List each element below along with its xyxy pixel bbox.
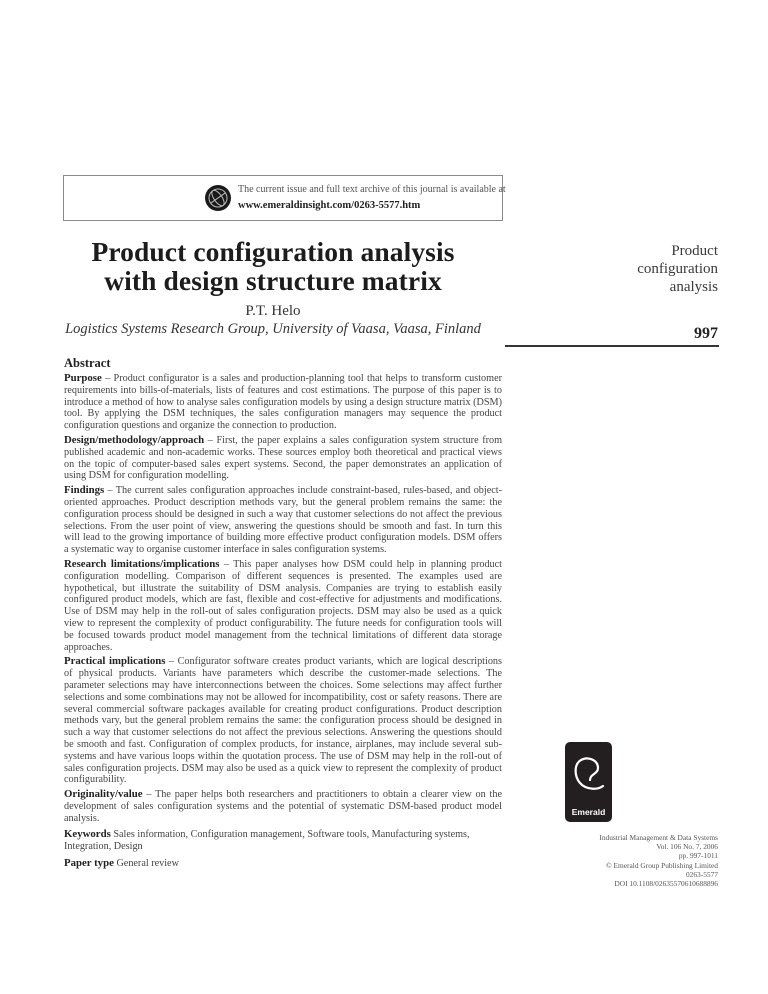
section-text: – The paper helps both researchers and practitioners to obtain a clearer view on the development of sales configuration systems and the potential of systematic DSM-based product model analysis. xyxy=(64,789,502,824)
notice-text: The current issue and full text archive of this journal is available at xyxy=(238,184,506,195)
keywords-text: Sales information, Configuration management, Software tools, Manufacturing systems, Integration, Design xyxy=(64,829,470,853)
keywords xyxy=(64,829,502,853)
abstract-originality xyxy=(64,789,502,824)
section-label: Purpose xyxy=(64,372,102,384)
journal-notice-box xyxy=(63,175,506,221)
section-label: Practical implications xyxy=(64,655,166,668)
section-text: – The current sales configuration approaches include constraint-based, rules-based, and object-oriented approaches. Product description methods vary, but the general problem remains the same: the configuration process should be designed in such a way that customer selections do not affect the previous selections. From the user point of view, answering the questions should be smooth and fast. In turn this will lead to the growing importance of building more effective product configuration models. DSM offers a systematic way to organise customer interface in sales configuration systems. xyxy=(64,485,502,556)
running-head xyxy=(520,242,718,296)
section-label: Design/methodology/approach xyxy=(64,433,205,446)
paper-title xyxy=(58,237,488,295)
title-line-2: with design structure matrix xyxy=(104,265,442,296)
page-number: 997 xyxy=(694,325,718,342)
paper-type-text: General review xyxy=(113,858,179,870)
paper-type-label: Paper type xyxy=(64,857,114,870)
section-text: – First, the paper explains a sales configuration system structure from published academic and non-academic works. These sources employ both theoretical and practical views on the topic of computer-based sales expert systems. Second, the paper demonstrates an application of using DSM for configuration modelling. xyxy=(64,434,502,482)
doi: DOI 10.1108/02635570610688896 xyxy=(614,879,718,889)
author-name: P.T. Helo xyxy=(245,303,301,319)
abstract-design-methodology xyxy=(64,435,502,482)
emerald-spiral-icon xyxy=(570,750,607,802)
paper-type xyxy=(64,858,502,870)
section-text: – Product configurator is a sales and production-planning tool that helps to transform customer requirements into bills-of-materials, lists of features and cost estimations. The purpose of this paper is to introduce a method of how to analyse sales configuration models by using a design structure matrix (DSM) tool. By applying the DSM techniques, the sales configuration managers may sequence the product configuration questions and organize the connection to production. xyxy=(64,373,502,432)
section-label: Findings xyxy=(64,484,105,497)
abstract-research-limitations xyxy=(64,559,502,653)
section-text: – This paper analyses how DSM could help in planning product configuration modelling. Comparison of different sequences is presented. The examples used are hypothetical, but illustrate the suitability of DSM analysis. Companies are trying to establish easily configured product models, which are fast, flexible and cost-effective for adjustments and modifications. Use of DSM may help in the roll-out of sales configuration projects. DSM may also be used as a quick view to represent the complexity of product configurability. The future needs for configuration tools will be focused towards product model management from the technical limitations of different data storage approaches. xyxy=(64,558,503,653)
citation-block xyxy=(520,833,718,888)
abstract-practical-implications xyxy=(64,656,502,786)
running-head-line-2: configuration xyxy=(637,261,718,277)
issn: 0263-5577 xyxy=(685,869,718,879)
globe-icon xyxy=(204,184,232,212)
keywords-label: Keywords xyxy=(64,828,111,841)
section-label: Originality/value xyxy=(64,788,143,801)
page-range: pp. 997-1011 xyxy=(678,851,718,861)
margin-divider xyxy=(505,345,719,347)
abstract-purpose xyxy=(64,373,502,432)
running-head-line-1: Product xyxy=(671,243,718,259)
copyright: © Emerald Group Publishing Limited xyxy=(606,860,718,870)
abstract-heading: Abstract xyxy=(64,356,111,370)
emerald-logo xyxy=(565,742,612,822)
abstract xyxy=(64,356,502,873)
abstract-findings xyxy=(64,485,502,556)
emerald-logo-label: Emerald xyxy=(571,807,606,817)
title-line-1: Product configuration analysis xyxy=(91,236,455,267)
running-head-line-3: analysis xyxy=(669,279,718,295)
section-label: Research limitations/implications xyxy=(64,557,220,570)
author-affiliation: Logistics Systems Research Group, University of Vaasa, Vaasa, Finland xyxy=(65,321,481,337)
section-text: – Configurator software creates product variants, which are logical descriptions of physical products. Variants have parameters which describe the customer-made selections. The parameter selections may have interconnections between the choices. Some selections may affect further selections and some combinations may not be allowed for incompatibility, cost or safety reasons. There are several commercial software packages available for creating product configurations. Product description methods vary, but the general problem remains the same: the configuration process should be designed in such a way that customer selections do not affect the previous selections. Answering the questions should be smooth and fast. Configuration of complex products, for instance, airplanes, may include several sub-systems and have various loops within the quotation process. The use of DSM may help in the roll-out of sales configuration projects. DSM may also be used as a quick view to represent the complexity of product configurability. xyxy=(64,656,502,786)
journal-url-link[interactable]: www.emeraldinsight.com/0263-5577.htm xyxy=(238,200,421,211)
volume-issue: Vol. 106 No. 7, 2006 xyxy=(656,842,718,852)
journal-name: Industrial Management & Data Systems xyxy=(599,833,718,842)
